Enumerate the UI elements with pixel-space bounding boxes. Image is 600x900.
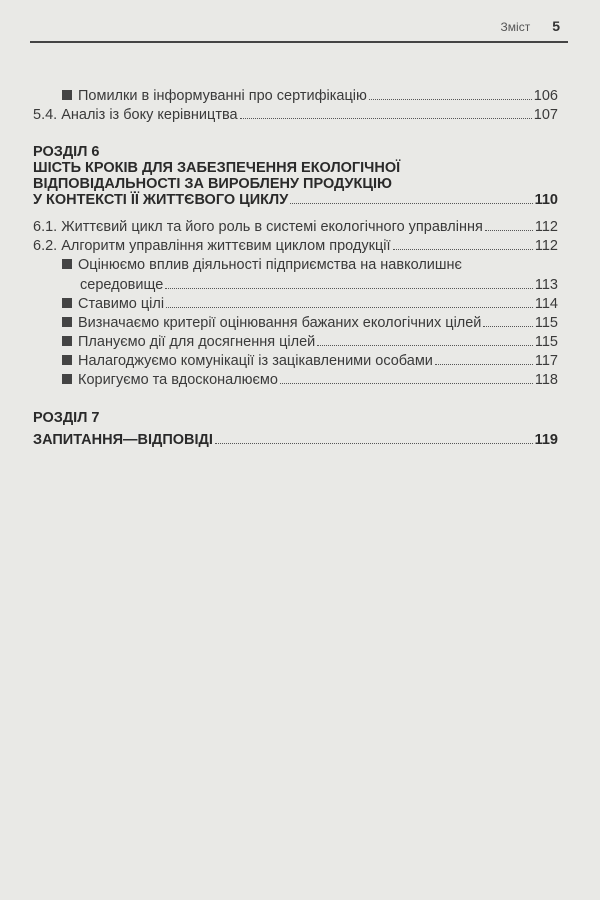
toc-entry-continuation xyxy=(80,276,558,294)
toc-page: 117 xyxy=(534,353,558,369)
dot-leader xyxy=(317,345,533,346)
toc-entry xyxy=(62,256,558,274)
toc-label: 5.4. Аналіз із боку керівництва xyxy=(33,107,238,123)
toc-entry xyxy=(62,295,558,313)
dot-leader xyxy=(435,364,533,365)
toc-page: 106 xyxy=(533,88,558,104)
toc-page: 112 xyxy=(534,238,558,254)
bullet-icon xyxy=(62,355,72,365)
toc-label: ЗАПИТАННЯ—ВІДПОВІДІ xyxy=(33,432,213,448)
toc-label: 6.1. Життєвий цикл та його роль в системі екологічного управління xyxy=(33,219,483,235)
dot-leader xyxy=(165,288,533,289)
toc-label: 6.2. Алгоритм управління життєвим циклом продукції xyxy=(33,238,391,254)
header-section: Зміст xyxy=(500,20,531,34)
toc-page: 115 xyxy=(534,334,558,350)
bullet-icon xyxy=(62,259,72,269)
dot-leader xyxy=(485,230,533,231)
toc-entry xyxy=(62,87,558,105)
toc-page: 113 xyxy=(534,277,558,293)
toc-entry xyxy=(62,352,558,370)
page-number: 5 xyxy=(552,18,560,34)
bullet-icon xyxy=(62,90,72,100)
toc-page: 110 xyxy=(534,192,558,208)
dot-leader xyxy=(369,99,532,100)
dot-leader xyxy=(166,307,533,308)
toc-label: Визначаємо критерії оцінювання бажаних екологічних цілей xyxy=(78,315,482,331)
dot-leader xyxy=(215,443,533,444)
toc-entry xyxy=(62,314,558,332)
toc-label: У КОНТЕКСТІ ЇЇ ЖИТТЄВОГО ЦИКЛУ xyxy=(33,192,289,208)
toc-entry xyxy=(33,237,558,255)
dot-leader xyxy=(393,249,533,250)
toc-page: 115 xyxy=(534,315,558,331)
running-header xyxy=(501,18,560,34)
dot-leader xyxy=(483,326,532,327)
chapter-7-heading: РОЗДІЛ 7 xyxy=(33,410,100,426)
toc-page: 118 xyxy=(534,372,558,388)
toc-entry xyxy=(33,218,558,236)
header-rule xyxy=(30,41,568,43)
dot-leader xyxy=(240,118,532,119)
bullet-icon xyxy=(62,374,72,384)
toc-label: Плануємо дії для досягнення цілей xyxy=(78,334,316,350)
toc-page: 114 xyxy=(534,296,558,312)
toc-label: Налагоджуємо комунікації із зацікавленими особами xyxy=(78,353,433,369)
dot-leader xyxy=(290,203,532,204)
toc-entry xyxy=(62,333,558,351)
chapter-7-title-entry xyxy=(33,431,558,449)
toc-label: Коригуємо та вдосконалюємо xyxy=(78,372,278,388)
toc-label: Помилки в інформуванні про сертифікацію xyxy=(78,88,367,104)
toc-page: 107 xyxy=(533,107,558,123)
chapter-6-title-entry xyxy=(33,191,558,209)
chapter-6-title-line: ВІДПОВІДАЛЬНОСТІ ЗА ВИРОБЛЕНУ ПРОДУКЦІЮ xyxy=(33,176,392,192)
dot-leader xyxy=(280,383,533,384)
toc-entry xyxy=(62,371,558,389)
bullet-icon xyxy=(62,298,72,308)
toc-label: Ставимо цілі xyxy=(78,296,165,312)
toc-page: 119 xyxy=(534,432,558,448)
toc-label: середовище xyxy=(80,277,164,293)
chapter-6-heading: РОЗДІЛ 6 xyxy=(33,144,100,160)
bullet-icon xyxy=(62,317,72,327)
toc-page: 112 xyxy=(534,219,558,235)
toc-label: Оцінюємо вплив діяльності підприємства на навколишнє xyxy=(78,257,462,273)
toc-entry xyxy=(33,106,558,124)
bullet-icon xyxy=(62,336,72,346)
chapter-6-title-line: ШІСТЬ КРОКІВ ДЛЯ ЗАБЕЗПЕЧЕННЯ ЕКОЛОГІЧНОЇ xyxy=(33,160,401,176)
